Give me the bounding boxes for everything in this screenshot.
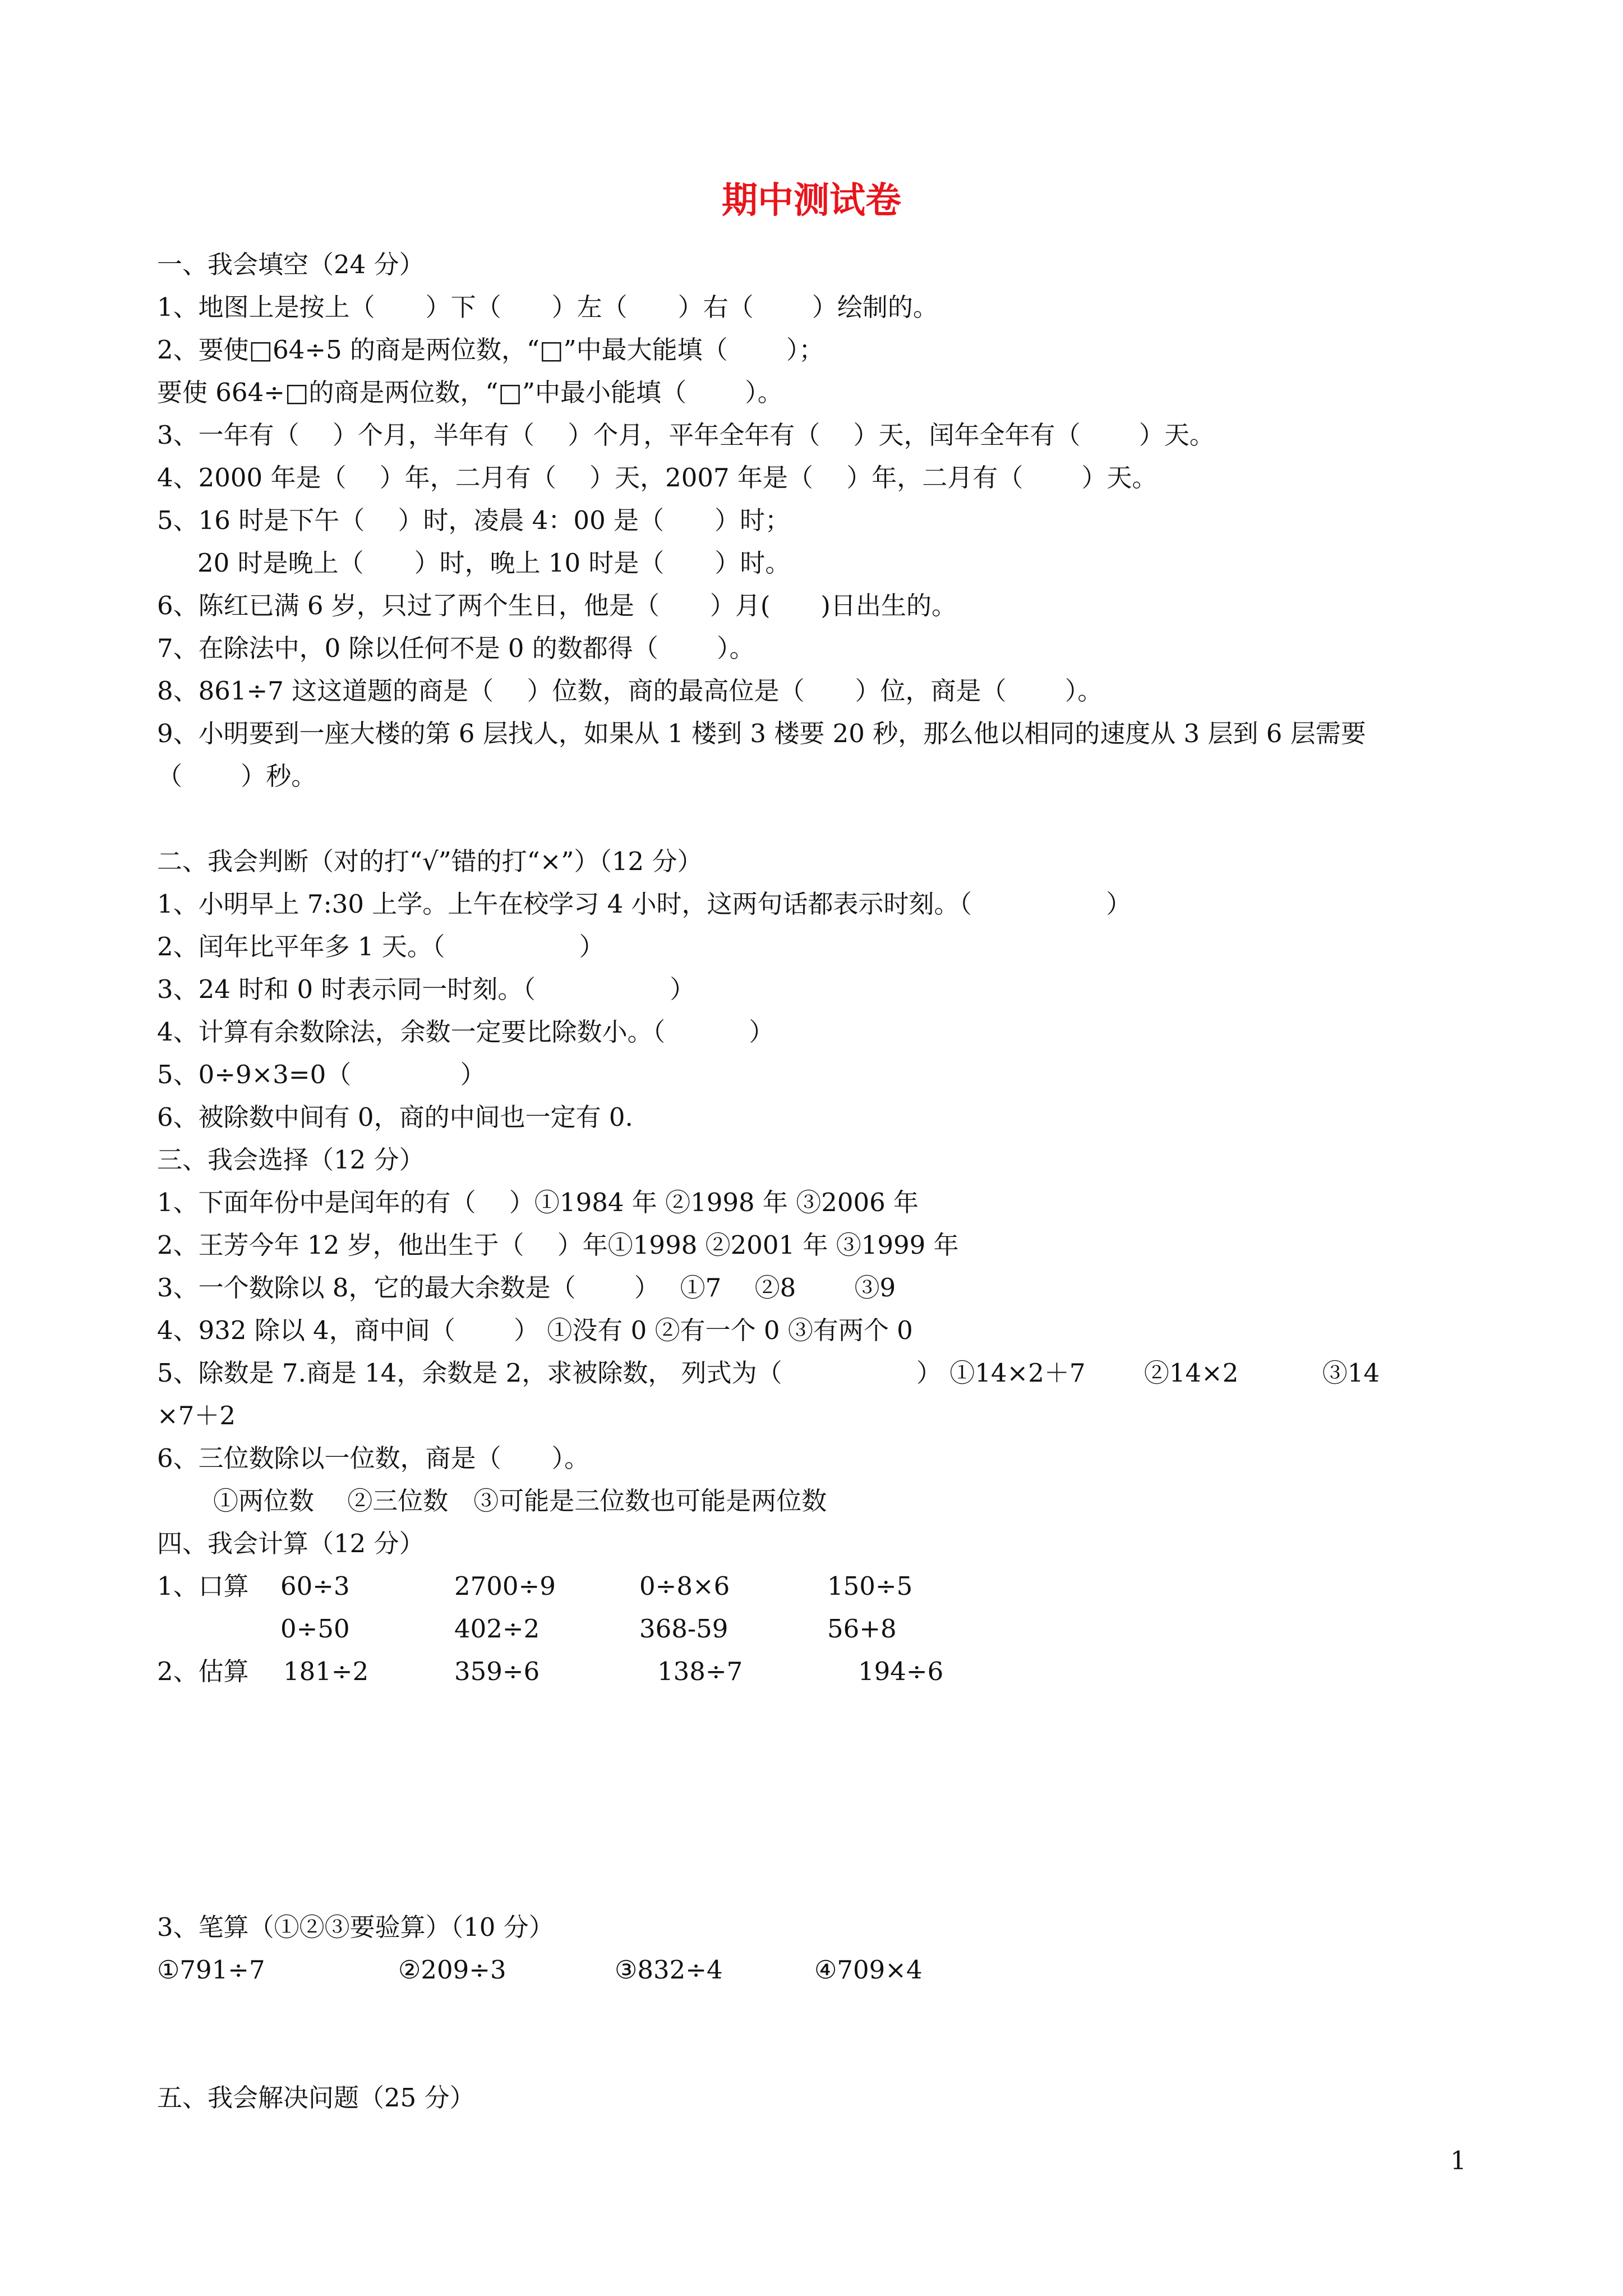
fill-item-9a: 9、小明要到一座大楼的第 6 层找人，如果从 1 楼到 3 楼要 20 秒，那么他以相同的速度从 3 层到 6 层需要 (157, 719, 1366, 748)
estimate-problem: 194÷6 (858, 1657, 944, 1686)
section3-heading: 三、我会选择（12 分） (157, 1145, 425, 1175)
fill-item-5b: 20 时是晚上（ ）时，晚上 10 时是（ ）时。 (197, 548, 791, 578)
section5-heading: 五、我会解决问题（25 分） (157, 2083, 475, 2113)
oral-label: 1、口算 (157, 1571, 249, 1601)
judge-item-2: 2、闰年比平年多 1 天。（ ） (157, 932, 605, 961)
oral-problem: 0÷50 (280, 1614, 350, 1644)
fill-item-4: 4、2000 年是（ ）年，二月有（ ）天，2007 年是（ ）年，二月有（ ）天。 (157, 463, 1158, 493)
section1-heading: 一、我会填空（24 分） (157, 250, 425, 279)
choice-item-1: 1、下面年份中是闰年的有（ ）①1984 年 ②1998 年 ③2006 年 (157, 1188, 919, 1217)
choice-item-6-options: ①两位数 ②三位数 ③可能是三位数也可能是两位数 (213, 1486, 827, 1516)
fill-item-6: 6、陈红已满 6 岁，只过了两个生日，他是（ ）月( )日出生的。 (157, 591, 957, 620)
section4-heading: 四、我会计算（12 分） (157, 1529, 425, 1558)
written-heading: 3、笔算（①②③要验算）（10 分） (157, 1912, 554, 1942)
judge-item-4: 4、计算有余数除法，余数一定要比除数小。（ ） (157, 1017, 774, 1047)
oral-problem: 60÷3 (280, 1571, 350, 1601)
fill-item-7: 7、在除法中，0 除以任何不是 0 的数都得（ ）。 (157, 633, 755, 663)
estimate-problem: 138÷7 (657, 1657, 743, 1686)
oral-problem: 2700÷9 (454, 1571, 556, 1601)
page-title: 期中测试卷 (722, 180, 901, 222)
fill-item-3: 3、一年有（ ）个月，半年有（ ）个月，平年全年有（ ）天，闰年全年有（ ）天。 (157, 420, 1215, 450)
written-problem: ④709×4 (814, 1955, 923, 1985)
fill-item-5a: 5、16 时是下午（ ）时，凌晨 4：00 是（ ）时； (157, 505, 791, 535)
section2-heading: 二、我会判断（对的打“√”错的打“×”）（12 分） (157, 846, 703, 876)
oral-problem: 56+8 (827, 1614, 897, 1644)
choice-item-4: 4、932 除以 4，商中间（ ） ①没有 0 ②有一个 0 ③有两个 0 (157, 1315, 913, 1345)
written-problem: ③832÷4 (615, 1955, 723, 1985)
estimate-label: 2、估算 (157, 1657, 249, 1686)
oral-problem: 368-59 (639, 1614, 728, 1644)
choice-item-5b: ×7＋2 (157, 1401, 236, 1430)
fill-item-2b: 要使 664÷□的商是两位数，“□”中最小能填（ ）。 (157, 378, 783, 407)
judge-item-5: 5、0÷9×3=0（ ） (157, 1060, 486, 1089)
choice-item-5a: 5、除数是 7.商是 14，余数是 2，求被除数， 列式为（ ） ①14×2＋7 ②14×2 ③14 (157, 1358, 1380, 1388)
judge-item-1: 1、小明早上 7:30 上学。上午在校学习 4 小时，这两句话都表示时刻。（ ） (157, 889, 1132, 919)
fill-item-1: 1、地图上是按上（ ）下（ ）左（ ）右（ ）绘制的。 (157, 292, 938, 322)
choice-item-3: 3、一个数除以 8，它的最大余数是（ ） ①7 ②8 ③9 (157, 1273, 896, 1303)
estimate-problem: 181÷2 (283, 1657, 369, 1686)
choice-item-2: 2、王芳今年 12 岁，他出生于（ ）年①1998 ②2001 年 ③1999 年 (157, 1230, 959, 1260)
written-problem: ②209÷3 (398, 1955, 506, 1985)
fill-item-2a: 2、要使□64÷5 的商是两位数，“□”中最大能填（ ）； (157, 335, 824, 365)
oral-problem: 150÷5 (827, 1571, 913, 1601)
fill-item-9b: （ ）秒。 (157, 761, 317, 791)
judge-item-3: 3、24 时和 0 时表示同一时刻。（ ） (157, 974, 695, 1004)
page-number: 1 (1450, 2146, 1467, 2175)
choice-item-6: 6、三位数除以一位数，商是（ ）。 (157, 1443, 590, 1473)
oral-problem: 402÷2 (454, 1614, 540, 1644)
estimate-problem: 359÷6 (454, 1657, 540, 1686)
written-problem: ①791÷7 (157, 1955, 265, 1985)
judge-item-6: 6、被除数中间有 0，商的中间也一定有 0. (157, 1102, 633, 1132)
fill-item-8: 8、861÷7 这这道题的商是（ ）位数，商的最高位是（ ）位，商是（ ）。 (157, 676, 1103, 706)
oral-problem: 0÷8×6 (639, 1571, 730, 1601)
